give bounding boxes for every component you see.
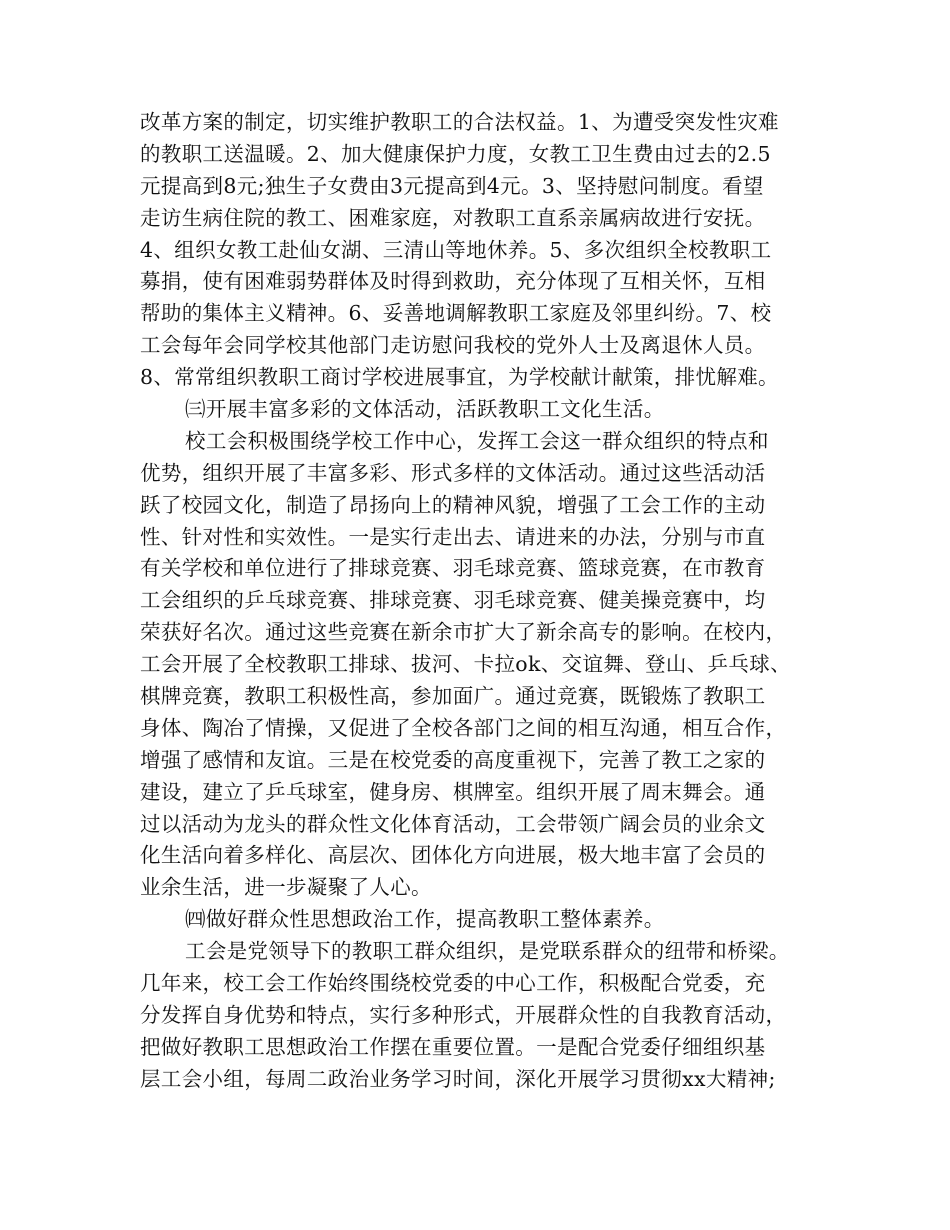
text-line: 有关学校和单位进行了排球竞赛、羽毛球竞赛、篮球竞赛，在市教育 [140, 556, 766, 581]
text-line: 几年来，校工会工作始终围绕校党委的中心工作，积极配合党委，充 [140, 971, 766, 996]
text-line: 工会每年会同学校其他部门走访慰问我校的党外人士及离退休人员。 [140, 333, 766, 358]
text-line: 层工会小组，每周二政治业务学习时间，深化开展学习贯彻xx大精神; [140, 1066, 776, 1091]
text-line: 工会组织的乒乓球竞赛、排球竞赛、羽毛球竞赛、健美操竞赛中，均 [140, 588, 766, 613]
text-line: ㈢开展丰富多彩的文体活动，活跃教职工文化生活。 [185, 397, 665, 422]
text-line: 把做好教职工思想政治工作摆在重要位置。一是配合党委仔细组织基 [140, 1034, 766, 1059]
text-line: 身体、陶冶了情操，又促进了全校各部门之间的相互沟通，相互合作， [140, 715, 787, 740]
text-line: 工会开展了全校教职工排球、拔河、卡拉ok、交谊舞、登山、乒乓球、 [140, 652, 791, 677]
text-line: 增强了感情和友谊。三是在校党委的高度重视下，完善了教工之家的 [140, 747, 766, 772]
body-text [140, 107, 820, 1096]
text-line: 过以活动为龙头的群众性文化体育活动，工会带领广阔会员的业余文 [140, 811, 766, 836]
text-line: 业余生活，进一步凝聚了人心。 [140, 875, 432, 900]
text-line: 化生活向着多样化、高层次、团体化方向进展，极大地丰富了会员的 [140, 843, 766, 868]
text-line: 走访生病住院的教工、困难家庭，对教职工直系亲属病故进行安抚。 [140, 205, 766, 230]
text-line: ㈣做好群众性思想政治工作，提高教职工整体素养。 [185, 907, 665, 932]
text-line: 分发挥自身优势和特点，实行多种形式，开展群众性的自我教育活动， [140, 1002, 787, 1027]
text-line: 工会是党领导下的教职工群众组织，是党联系群众的纽带和桥梁。 [185, 939, 790, 964]
text-line: 跃了校园文化，制造了昂扬向上的精神风貌，增强了工会工作的主动 [140, 492, 766, 517]
text-line: 优势，组织开展了丰富多彩、形式多样的文体活动。通过这些活动活 [140, 460, 766, 485]
text-line: 8、常常组织教职工商讨学校进展事宜，为学校献计献策，排忧解难。 [140, 365, 779, 390]
text-line: 募捐，使有困难弱势群体及时得到救助，充分体现了互相关怀，互相 [140, 269, 766, 294]
text-line: 校工会积极围绕学校工作中心，发挥工会这一群众组织的特点和 [185, 428, 769, 453]
text-line: 性、针对性和实效性。一是实行走出去、请进来的办法，分别与市直 [140, 524, 766, 549]
text-line: 帮助的集体主义精神。6、妥善地调解教职工家庭及邻里纠纷。7、校 [140, 301, 772, 326]
text-line: 元提高到8元;独生子女费由3元提高到4元。3、坚持慰问制度。看望 [140, 173, 764, 198]
text-line: 建设，建立了乒乓球室，健身房、棋牌室。组织开展了周末舞会。通 [140, 779, 766, 804]
text-line: 棋牌竞赛，教职工积极性高，参加面广。通过竞赛，既锻炼了教职工 [140, 684, 766, 709]
text-line: 荣获好名次。通过这些竞赛在新余市扩大了新余高专的影响。在校内， [140, 620, 787, 645]
text-line: 4、组织女教工赴仙女湖、三清山等地休养。5、多次组织全校教职工 [140, 237, 772, 262]
text-line: 的教职工送温暖。2、加大健康保护力度，女教工卫生费由过去的2.5 [140, 141, 771, 166]
text-line: 改革方案的制定，切实维护教职工的合法权益。1、为遭受突发性灾难 [140, 110, 779, 134]
